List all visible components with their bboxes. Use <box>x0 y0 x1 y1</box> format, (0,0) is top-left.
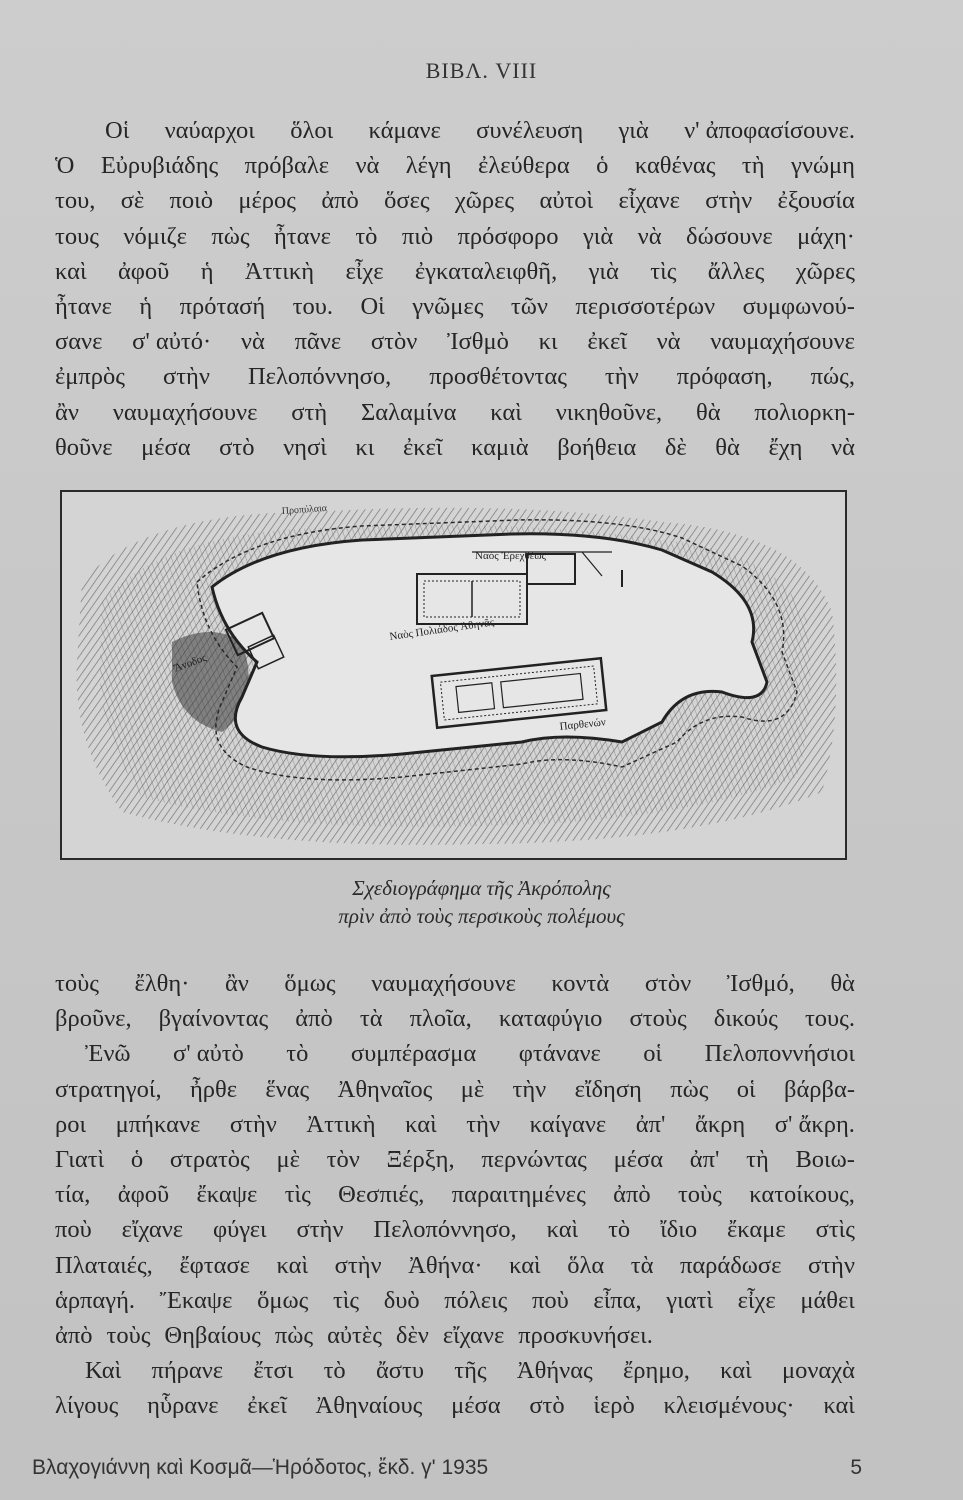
word: ἀφοῦ <box>117 1181 170 1209</box>
word: Καὶ <box>85 1357 122 1385</box>
word: τὸ <box>355 222 378 250</box>
word: ἂν <box>55 398 79 426</box>
word: δικούς <box>713 1005 778 1033</box>
word: λέγη <box>405 152 452 180</box>
word: Ἐνῶ <box>85 1040 131 1068</box>
word: καὶ <box>720 1357 752 1385</box>
word: ἄκρη <box>694 1110 746 1138</box>
text-block-bottom <box>55 966 855 1423</box>
word: μοναχὰ <box>781 1357 855 1385</box>
word: κατοίκους, <box>749 1181 855 1209</box>
word: τὴ <box>746 1145 769 1173</box>
word: γιὰ <box>618 117 649 144</box>
word: Ἰσθμὸ <box>447 328 509 356</box>
word: Οἱ <box>360 292 385 320</box>
word: στοὺς <box>629 1005 687 1033</box>
word: ποὺ <box>532 1286 569 1314</box>
word: νὰ <box>355 152 380 180</box>
word: πώς, <box>810 363 855 391</box>
word: σ' ἄκρη. <box>774 1110 855 1138</box>
word: ὅλα <box>567 1251 605 1279</box>
word: αὐτοὶ <box>539 187 594 215</box>
word: μάθει <box>800 1286 855 1314</box>
word: ὁ <box>596 152 609 180</box>
label-naos-erechtheion: Ναὸς Ἐρεχθέως <box>475 550 547 562</box>
word: μὲ <box>276 1145 300 1173</box>
text-line <box>55 1388 855 1423</box>
word: Ἀττικὴ <box>244 257 315 285</box>
word: Εὐρυβιάδης <box>100 152 219 180</box>
word: πρόσφορο <box>457 222 559 250</box>
word: μπήκανε <box>115 1110 201 1138</box>
word: ναυμαχήσουνε <box>112 398 258 426</box>
word: πόλεις <box>444 1286 508 1314</box>
word: στρατὸς <box>169 1145 250 1173</box>
figure-caption-line-2: πρὶν ἀπὸ τοὺς περσικοὺς πολέμους <box>338 904 625 928</box>
word: νὰ <box>831 433 855 461</box>
word: κάμανε <box>368 117 441 144</box>
word: οἱ <box>736 1075 756 1103</box>
word: προσκυνήσει. <box>518 1321 653 1349</box>
text-line <box>55 183 855 218</box>
word: καταφύγιο <box>498 1005 603 1033</box>
label-anodos: Ἄνοδος <box>171 651 209 675</box>
text-line <box>55 113 855 148</box>
text-line <box>55 1248 855 1283</box>
word: Ξέρξη, <box>386 1145 455 1173</box>
word: ἐλεύθερα <box>478 152 570 180</box>
word: θὰ <box>695 398 721 426</box>
word: πρόβαλε <box>244 152 329 180</box>
word: ἔχη <box>768 433 803 461</box>
word: νόμιζε <box>123 222 187 250</box>
word: ἔρημο, <box>623 1357 690 1385</box>
word: γιατὶ <box>666 1286 713 1314</box>
word: στὸ <box>529 1392 565 1420</box>
word: τοὺς <box>55 970 99 997</box>
word: ναυμαχήσουνε <box>371 970 516 997</box>
word: ηὗρανε <box>147 1392 219 1420</box>
word: ἄλλες <box>707 257 765 285</box>
word: τὸ <box>286 1040 309 1068</box>
word: βροῦνε, <box>55 1005 132 1033</box>
word: εἶπα, <box>593 1286 642 1314</box>
word: ἀπ' <box>689 1145 720 1173</box>
word: πὼς <box>670 1075 709 1103</box>
word: μέσα <box>613 1145 664 1173</box>
word: ἐξουσία <box>777 187 855 215</box>
word: ἔφτασε <box>179 1251 250 1279</box>
text-line <box>55 1142 855 1177</box>
word: καὶ <box>55 257 87 285</box>
label-parthenon: Παρθενών <box>559 716 607 733</box>
word: συμφωνού- <box>742 292 855 320</box>
word: πὼς <box>274 1321 314 1349</box>
word: Γιατὶ <box>55 1145 105 1173</box>
word: καὶ <box>546 1216 579 1244</box>
word: μέσα <box>451 1392 501 1420</box>
word: ἐκεῖ <box>402 433 443 461</box>
word: στὶς <box>815 1216 855 1244</box>
word: εἶχανε <box>618 187 680 215</box>
word: Ἔκαψε <box>159 1286 233 1314</box>
word: θὰ <box>830 970 855 997</box>
word: τὰ <box>630 1251 654 1279</box>
text-line <box>55 1001 855 1036</box>
word: κι <box>538 328 558 356</box>
word: τοὺς <box>677 1181 722 1209</box>
word: τὴν <box>512 1075 547 1103</box>
word: Ἰσθμό, <box>726 970 795 997</box>
text-line <box>55 219 855 254</box>
text-line <box>55 1212 855 1247</box>
word: ἀπ' <box>635 1110 666 1138</box>
word: ἕνας <box>265 1075 310 1103</box>
word: τὸν <box>326 1145 360 1173</box>
word: ἀπὸ <box>295 1005 333 1033</box>
text-line <box>55 1177 855 1212</box>
word: εἶχε <box>737 1286 776 1314</box>
word: δώσουνε <box>686 222 773 250</box>
word: στὴν <box>807 1251 855 1279</box>
word: σ' αὐτό· <box>132 328 212 356</box>
word: ἡ <box>200 257 214 285</box>
word: πὼς <box>211 222 250 250</box>
word: Ἀθηναίους <box>315 1392 423 1420</box>
word: στὴν <box>334 1251 382 1279</box>
word: νὰ <box>656 328 681 356</box>
label-propylaea: Προπύλαια <box>281 502 328 517</box>
text-line <box>55 324 855 359</box>
word: Πελοπόννησο, <box>373 1216 517 1244</box>
word: παράδωσε <box>679 1251 782 1279</box>
word: πλοῖα, <box>409 1005 472 1033</box>
word: ναύαρχοι <box>164 117 255 144</box>
text-line <box>55 395 855 430</box>
word: σὲ <box>120 187 145 215</box>
word: φτάνανε <box>518 1040 601 1068</box>
word: καθένας <box>634 152 716 180</box>
word: στὴν <box>705 187 753 215</box>
word: περισσοτέρων <box>575 292 716 320</box>
text-line <box>55 1107 855 1142</box>
word: ἔλθη· <box>134 970 190 997</box>
word: σανε <box>55 328 103 356</box>
word: ἔκαμε <box>727 1216 786 1244</box>
text-line <box>55 430 855 465</box>
label-naos-poliados: Ναὸς Πολιάδος Ἀθηνᾶς <box>388 616 495 643</box>
word: γιὰ <box>582 222 614 250</box>
word: θοῦνε <box>55 433 113 461</box>
word: πιὸ <box>401 222 434 250</box>
word: γιὰ <box>588 257 619 285</box>
page-number: 5 <box>850 1456 862 1479</box>
word: Πελοποννήσιοι <box>704 1040 855 1068</box>
word: εἶχε <box>345 257 384 285</box>
acropolis-sketch <box>60 490 847 860</box>
word: ἡ <box>139 292 153 320</box>
word: του, <box>55 187 96 215</box>
word: βγαίνοντας <box>158 1005 269 1033</box>
word: ἁρπαγή. <box>55 1286 136 1314</box>
word: πρότασή <box>179 292 266 320</box>
word: στὸν <box>370 328 418 356</box>
word: τὶς <box>650 257 677 285</box>
word: ὅλοι <box>290 117 334 144</box>
word: στρατηγοί, <box>55 1075 162 1103</box>
word: ἔκαψε <box>196 1181 258 1209</box>
word: ὅμως <box>284 970 336 997</box>
word: ὅσες <box>384 187 430 215</box>
word: ἐγκαταλειφθῆ, <box>414 257 558 285</box>
word: ποὺ <box>55 1216 92 1244</box>
word: τῆς <box>454 1357 487 1385</box>
word: πᾶνε <box>294 328 342 356</box>
word: καὶ <box>509 1251 541 1279</box>
word: μὲ <box>460 1075 485 1103</box>
word: ἐμπρὸς <box>55 363 125 391</box>
word: βάρβα- <box>783 1075 855 1103</box>
word: ἀπὸ <box>613 1181 651 1209</box>
word: καὶ <box>405 1110 437 1138</box>
word: τὴν <box>466 1110 501 1138</box>
word: αὐτὲς <box>327 1321 382 1349</box>
word: τους. <box>804 1005 855 1033</box>
word: θὰ <box>715 433 740 461</box>
word: τὴ <box>741 152 765 180</box>
text-line <box>55 1353 855 1388</box>
word: περνώντας <box>481 1145 587 1173</box>
word: εἴχανε <box>442 1321 505 1349</box>
word: Πλαταιές, <box>55 1251 153 1279</box>
word: γνώμη <box>791 152 855 180</box>
word: νὰ <box>637 222 662 250</box>
figure-caption-line-1: Σχεδιογράφημα τῆς Ἀκρόπολης <box>352 876 611 900</box>
word: τὶς <box>284 1181 311 1209</box>
word: ἀπὸ <box>321 187 359 215</box>
word: ἦτανε <box>274 222 331 250</box>
text-line <box>55 1036 855 1071</box>
word: τους <box>55 222 99 250</box>
word: ἄστυ <box>375 1357 424 1385</box>
word: ναυμαχήσουνε <box>710 328 855 356</box>
word: εἴχανε <box>121 1216 184 1244</box>
footer-imprint: Βλαχογιάννη καὶ Κοσμᾶ—Ἡρόδοτος, ἔκδ. γ' 1935 <box>32 1456 489 1479</box>
word: δὲ <box>664 433 687 461</box>
word: στὴν <box>296 1216 344 1244</box>
word: πρόφαση, <box>676 363 773 391</box>
word: πήρανε <box>151 1357 224 1385</box>
text-block-top <box>55 113 855 465</box>
word: στὴν <box>229 1110 277 1138</box>
word: ἐκεῖ <box>587 328 627 356</box>
word: τῶν <box>510 292 548 320</box>
word: τοὺς <box>106 1321 151 1349</box>
word: στὴν <box>163 363 210 391</box>
word: λίγους <box>55 1392 119 1420</box>
word: νησὶ <box>283 433 327 461</box>
word: χῶρες <box>795 257 855 285</box>
word: τὴν <box>604 363 639 391</box>
text-line <box>55 1283 855 1318</box>
word: στὴ <box>291 398 328 426</box>
page-footer <box>32 1456 862 1480</box>
word: καίγανε <box>529 1110 607 1138</box>
word: ἔτσι <box>253 1357 294 1385</box>
word: καὶ <box>276 1251 309 1279</box>
word: παραιτημένες <box>451 1181 586 1209</box>
word: Ἀθήνα· <box>408 1251 483 1279</box>
word: καὶ <box>490 398 522 426</box>
word: Ὁ <box>55 152 75 180</box>
word: βοήθεια <box>557 433 637 461</box>
word: κλεισμένους· <box>663 1392 795 1420</box>
word: μέσα <box>141 433 191 461</box>
word: προσθέτοντας <box>429 363 567 391</box>
word: ἱερὸ <box>593 1392 635 1420</box>
text-line <box>55 966 855 1001</box>
word: μέρος <box>238 187 296 215</box>
word: μάχη· <box>797 222 855 250</box>
word: ἦτανε <box>55 292 112 320</box>
word: ἂν <box>224 970 249 997</box>
text-line <box>55 1318 855 1353</box>
word: Βοιω- <box>795 1145 855 1173</box>
word: συμπέρασμα <box>350 1040 477 1068</box>
word: τὸ <box>323 1357 346 1385</box>
word: νὰ <box>240 328 265 356</box>
word: ἐκεῖ <box>247 1392 287 1420</box>
running-head: ΒΙΒΛ. VIII <box>425 58 538 83</box>
word: τὰ <box>359 1005 383 1033</box>
word: γνῶμες <box>412 292 484 320</box>
word: Θηβαίους <box>164 1321 261 1349</box>
word: φύγει <box>213 1216 267 1244</box>
word: καὶ <box>823 1392 855 1420</box>
word: πολιορκη- <box>754 398 855 426</box>
word: ποιὸ <box>169 187 214 215</box>
word: Θεσπιές, <box>338 1181 425 1209</box>
word: χῶρες <box>454 187 515 215</box>
word: Ἀθηναῖος <box>337 1075 433 1103</box>
text-line <box>55 289 855 324</box>
word: δυὸ <box>383 1286 420 1314</box>
word: ὁ <box>130 1145 144 1173</box>
word: σ' αὐτὸ <box>173 1040 244 1068</box>
word: ἴδιο <box>660 1216 698 1244</box>
word: Ἀττικὴ <box>306 1110 376 1138</box>
word: οἱ <box>643 1040 663 1068</box>
word: κι <box>355 433 375 461</box>
word: ὅμως <box>257 1286 309 1314</box>
word: συνέλευση <box>476 117 584 144</box>
word: τὶς <box>332 1286 360 1314</box>
word: κοντὰ <box>551 970 610 997</box>
word: ἦρθε <box>189 1075 237 1103</box>
word: ἀφοῦ <box>117 257 170 285</box>
text-line <box>55 254 855 289</box>
word: εἴδηση <box>574 1075 642 1103</box>
word: στὸν <box>644 970 692 997</box>
word: στὸ <box>219 433 255 461</box>
word: τὸ <box>608 1216 631 1244</box>
word: νικηθοῦνε, <box>555 398 663 426</box>
word: ἀπὸ <box>55 1321 93 1349</box>
word: Σαλαμίνα <box>360 398 457 426</box>
text-line <box>55 148 855 183</box>
word: Πελοπόννησο, <box>247 363 392 391</box>
word: του. <box>292 292 333 320</box>
text-line <box>55 1072 855 1107</box>
word: Οἱ <box>105 117 130 144</box>
word: καμιὰ <box>471 433 529 461</box>
word: δὲν <box>395 1321 429 1349</box>
word: τία, <box>55 1181 91 1209</box>
text-line <box>55 359 855 394</box>
word: ν' ἀποφασίσουνε. <box>684 117 855 144</box>
word: Ἀθήνας <box>516 1357 593 1385</box>
word: ροι <box>55 1110 87 1138</box>
